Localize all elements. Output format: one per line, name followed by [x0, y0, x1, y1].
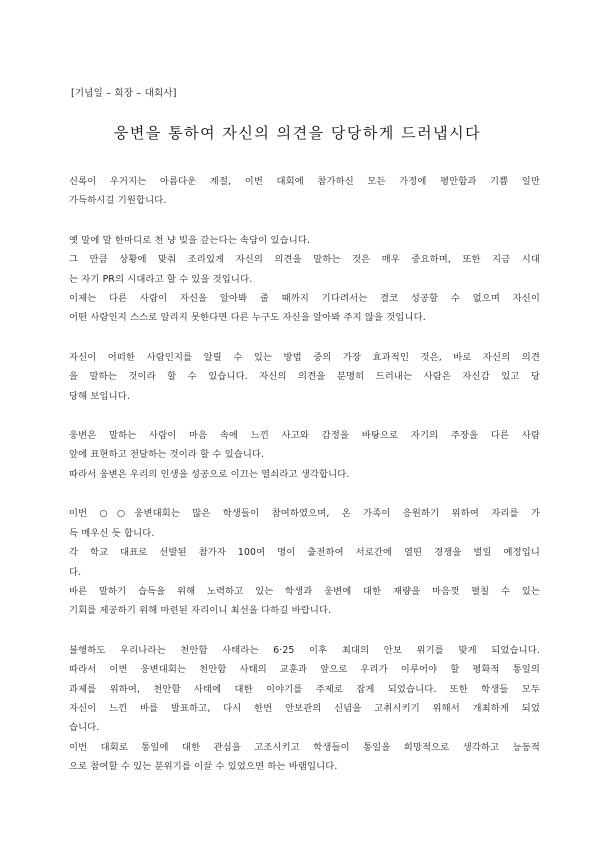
paragraph-line: 바른 말하기 습득을 위해 노력하고 있는 학생과 웅변에 대한 재량을 마음껏 펼칠 수 있는	[69, 585, 540, 597]
paragraph-line: 각 학교 대표로 선발된 참가자 100여 명이 출전하여 서로간에 열띤 경쟁을 벌일 예정입니	[69, 547, 540, 559]
paragraph-line: 자신이 느낀 바를 발표하고, 다시 한번 안보관의 신념을 고취시키기 위해서 개최하게 되었	[69, 702, 540, 714]
paragraph	[69, 426, 540, 484]
paragraph-line: 는 자기 PR의 시대라고 할 수 있을 것입니다.	[69, 273, 253, 285]
paragraph-line: 따라서 웅변은 우리의 인생을 성공으로 이끄는 열쇠라고 생각합니다.	[69, 468, 350, 480]
paragraph-line: 으로 참여할 수 있는 분위기를 이끌 수 있었으면 하는 바램입니다.	[69, 761, 338, 773]
paragraph-line: 이번 대회로 통일에 대한 관심을 고조시키고 학생들이 통일을 희망적으로 생각하고 능동적	[69, 741, 540, 753]
paragraph-line: 이제는 다른 사람이 자신을 알아봐 줄 때까지 기다려서는 결코 성공할 수 없으며 자신이	[69, 293, 540, 305]
paragraph-line: 앞에 표현하고 전달하는 것이라 할 수 있습니다.	[69, 449, 265, 461]
paragraph-line: 따라서 이번 웅변대회는 천안함 사태의 교훈과 앞으로 우리가 이루어야 할 평화적 통일의	[69, 664, 540, 676]
page-title: 웅변을 통하여 자신의 의견을 당당하게 드러냅시다	[113, 124, 482, 142]
paragraph-line: 옛 말에 말 한마디로 천 냥 빚을 갚는다는 속담이 있습니다.	[69, 234, 311, 246]
paragraph-line: 이번 ○○웅변대회는 많은 학생들이 참여하였으며, 온 가족이 응원하기 위하여 자리를 가	[69, 508, 540, 520]
paragraph-line: 자신이 어떠한 사람인지를 알릴 수 있는 방법 중의 가장 효과적인 것은, 바로 자신의 의견	[69, 351, 540, 363]
paragraph	[69, 231, 540, 328]
paragraph-line: 불행하도 우리나라는 천안함 사태라는 6·25 이후 최대의 안보 위기를 맞게 되었습니다.	[69, 644, 540, 656]
paragraph	[69, 172, 540, 211]
document-category: [기념일 – 회장 – 대회사]	[71, 88, 177, 99]
paragraph-line: 가득하시길 기원합니다.	[69, 195, 167, 207]
paragraph	[69, 348, 540, 406]
paragraph-line: 기회를 제공하기 위해 마련된 자리이니 최선을 다하길 바랍니다.	[69, 605, 332, 617]
paragraph-line: 신록이 우거지는 아름다운 계절, 이번 대회에 참가하신 모든 가정에 평안함과 기쁨 일만	[69, 176, 540, 187]
document-body	[69, 172, 540, 797]
paragraph-line: 다.	[69, 566, 82, 578]
paragraph-line: 당해 보입니다.	[69, 390, 130, 402]
paragraph	[69, 504, 540, 620]
paragraph-line: 득 메우신 듯 합니다.	[69, 527, 155, 539]
paragraph-line: 그 만큼 상황에 맞춰 조리있게 자신의 의견을 말하는 것은 매우 중요하며, 또한 지금 시대	[69, 254, 540, 266]
paragraph-line: 웅변은 말하는 사람이 마음 속에 느낀 사고와 감정을 바탕으로 자기의 주장을 다른 사람	[69, 430, 540, 442]
paragraph-line: 습니다.	[69, 722, 100, 734]
paragraph-line: 어떤 사람인지 스스로 알리지 못한다면 다른 누구도 자신을 알아봐 주지 않을 것입니다.	[69, 312, 426, 324]
paragraph-line: 을 말하는 것이라 할 수 있습니다. 자신의 의견을 분명히 드러내는 사람은 자신감 있고 당	[69, 371, 540, 383]
paragraph-line: 과제를 위하여, 천안함 사태에 대한 이야기를 주제로 잡게 되었습니다. 또한 학생들 모두	[69, 683, 540, 695]
paragraph	[69, 641, 540, 777]
